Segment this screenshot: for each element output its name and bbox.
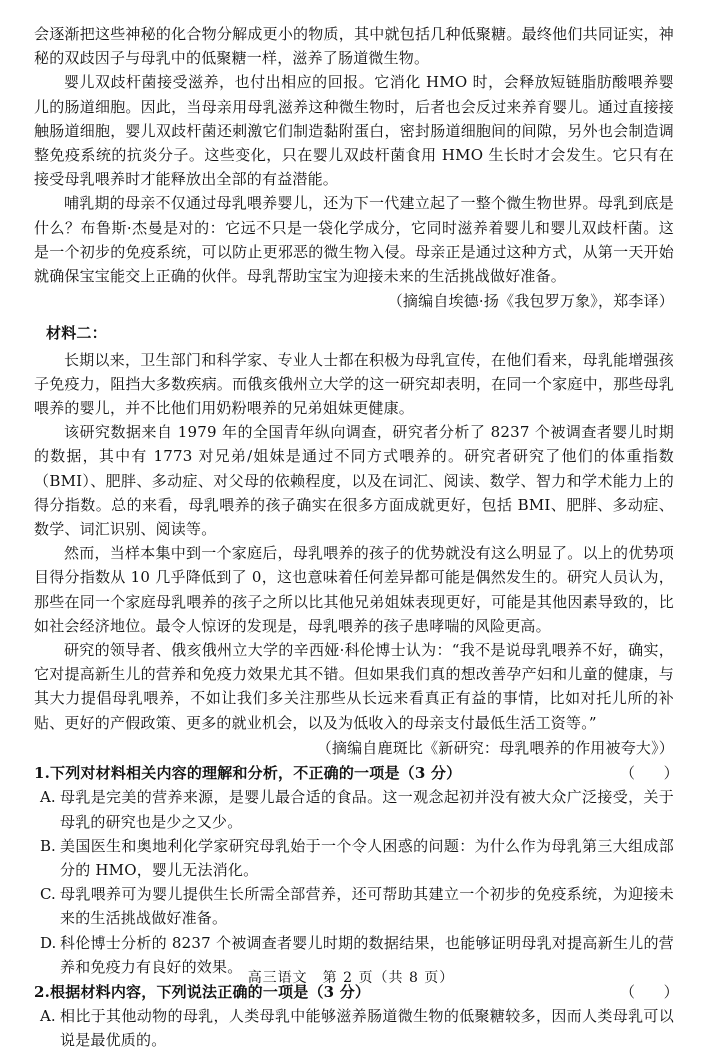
page-body bbox=[34, 22, 679, 1053]
option-text: 相比于其他动物的母乳，人类母乳中能够滋养肠道微生物的低聚糖较多，因而人类母乳可以说是最优质的。 bbox=[60, 1007, 674, 1050]
page-footer: 高三语文 第 2 页（共 8 页） bbox=[247, 970, 455, 986]
material2-source: （摘编自鹿斑比《新研究：母乳喂养的作用被夸大》） bbox=[316, 738, 674, 757]
question-1-option-a bbox=[40, 785, 674, 833]
material2-paragraph-1: 长期以来，卫生部门和科学家、专业人士都在积极为母乳宣传，在他们看来，母乳能增强孩子免疫力，阻挡大多数疾病。而俄亥俄州立大学的这一研究却表明，在同一个家庭中，那些母乳喂养的婴儿，并不比他们用奶粉喂养的兄弟姐妹更健康。 bbox=[34, 350, 674, 418]
material1-source: （摘编自埃德·扬《我包罗万象》，郑李译） bbox=[387, 292, 674, 311]
question-1-option-b bbox=[40, 834, 674, 882]
option-text: 母乳喂养可为婴儿提供生长所需全部营养，还可帮助其建立一个初步的免疫系统，为迎接未来的生活挑战做好准备。 bbox=[60, 885, 674, 928]
question-1-stem: 1.下列对材料相关内容的理解和分析，不正确的一项是（3 分） bbox=[34, 764, 462, 783]
option-label: A. bbox=[40, 788, 56, 807]
question-1-answer-blank: （ ） bbox=[620, 764, 679, 783]
material2-paragraph-2: 该研究数据来自 1979 年的全国青年纵向调查，研究者分析了 8237 个被调查者婴儿时期的数据，其中有 1773 对兄弟/姐妹是通过不同方式喂养的。研究者研究了他们的体重指数（BMI）、肥胖、多动症、对父母的依赖程度，以及在词汇、阅读、数学、智力和学术能力上的得分指数。总的来看，母乳喂养的孩子确实在很多方面成就更好，包括 BMI、肥胖、多动症、数学、词汇识别、阅读等。 bbox=[34, 423, 674, 539]
material2-paragraph-3: 然而，当样本集中到一个家庭后，母乳喂养的孩子的优势就没有这么明显了。以上的优势项目得分指数从 10 几乎降低到了 0，这也意味着任何差异都可能是偶然发生的。研究人员认为，那些在同一个家庭母乳喂养的孩子之所以比其他兄弟姐妹表现更好，可能是其他因素导致的，比如社会经济地位。最令人惊讶的发现是，母乳喂养的孩子患哮喘的风险更高。 bbox=[34, 544, 674, 635]
material1-paragraph-0: 会逐渐把这些神秘的化合物分解成更小的物质，其中就包括几种低聚糖。最终他们共同证实，神秘的双歧因子与母乳中的低聚糖一样，滋养了肠道微生物。 bbox=[34, 25, 674, 68]
question-2-stem: 2.根据材料内容，下列说法正确的一项是（3 分） bbox=[34, 982, 371, 1001]
question-2-option-a bbox=[40, 1004, 674, 1052]
material2-paragraph-4: 研究的领导者、俄亥俄州立大学的辛西娅·科伦博士认为：“我不是说母乳喂养不好，确实，它对提高新生儿的营养和免疫力效果尤其不错。但如果我们真的想改善孕产妇和儿童的健康，与其大力提倡母乳喂养，不如让我们多关注那些从长远来看真正有益的事情，比如对托儿所的补贴、更好的产假政策、更多的就业机会，以及为低收入的母亲支付最低生活工资等。” bbox=[34, 641, 674, 732]
question-1 bbox=[34, 761, 679, 785]
option-text: 母乳是完美的营养来源，是婴儿最合适的食品。这一观念起初并没有被大众广泛接受，关于母乳的研究也是少之又少。 bbox=[60, 788, 674, 831]
question-1-option-c bbox=[40, 882, 674, 930]
option-label: A. bbox=[40, 1007, 56, 1026]
option-text: 科伦博士分析的 8237 个被调查者婴儿时期的数据结果，也能够证明母乳对提高新生儿的营养和免疫力有良好的效果。 bbox=[60, 933, 674, 976]
option-text: 美国医生和奥地利化学家研究母乳始于一个令人困惑的问题：为什么作为母乳第三大组成部分的 HMO，婴儿无法消化。 bbox=[60, 836, 674, 879]
material2-heading: 材料二： bbox=[46, 324, 107, 343]
option-label: B. bbox=[40, 836, 56, 855]
option-label: C. bbox=[40, 885, 56, 904]
question-2-answer-blank: （ ） bbox=[620, 982, 679, 1001]
material1-paragraph-2: 哺乳期的母亲不仅通过母乳喂养婴儿，还为下一代建立起了一整个微生物世界。母乳到底是什么？布鲁斯·杰曼是对的：它远不只是一袋化学成分，它同时滋养着婴儿和婴儿双歧杆菌。这是一个初步的免疫系统，可以防止更邪恶的微生物入侵。母亲正是通过这种方式，从第一天开始就确保宝宝能交上正确的伙伴。母乳帮助宝宝为迎接未来的生活挑战做好准备。 bbox=[34, 194, 674, 286]
option-label: D. bbox=[40, 933, 57, 952]
material1-paragraph-1: 婴儿双歧杆菌接受滋养，也付出相应的回报。它消化 HMO 时，会释放短链脂肪酸喂养婴儿的肠道细胞。因此，当母亲用母乳滋养这种微生物时，后者也会反过来养育婴儿。通过直接接触肠道细胞，婴儿双歧杆菌还刺激它们制造黏附蛋白，密封肠道细胞间的间隙，另外也会制造调整免疫系统的抗炎分子。这些变化，只在婴儿双歧杆菌食用 HMO 生长时才会发生。它只有在接受母乳喂养时才能释放出全部的有益潜能。 bbox=[34, 73, 674, 189]
